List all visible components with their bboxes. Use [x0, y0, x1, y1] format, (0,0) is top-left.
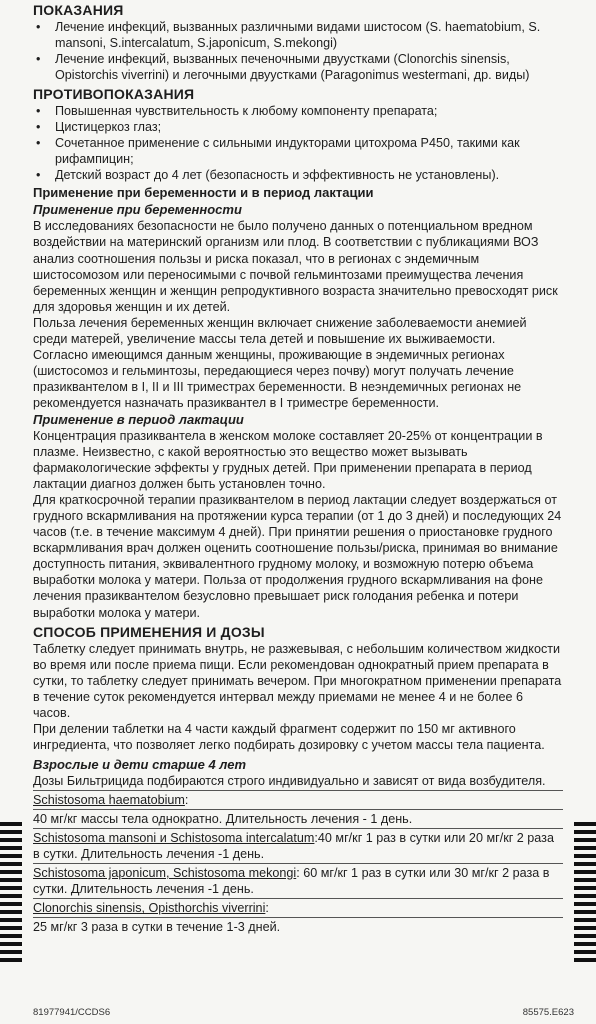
- paragraph: Польза лечения беременных женщин включает снижение заболеваемости анемией среди матерей, увеличение массы тела детей и повышение их выживаемости.: [33, 315, 527, 346]
- dosage-regimen: Schistosoma haematobium:: [33, 792, 563, 810]
- pregnancy-subheading: Применение при беременности: [33, 202, 242, 218]
- list-item: • Лечение инфекций, вызванных различными видами шистосом (S. haematobium, S. mansoni, S.intercalatum, S.japonicum, S.mekongi): [36, 20, 541, 51]
- list-item: • Сочетанное применение с сильными индукторами цитохрома Р450, такими как рифампицин;: [36, 136, 520, 167]
- indications-heading: ПОКАЗАНИЯ: [33, 2, 124, 18]
- paragraph: Таблетку следует принимать внутрь, не разжевывая, с небольшим количеством жидкости во время или после приема пищи. Если рекомендован однократный прием препарата в сутки, то таблетку следует принимать вечером. При многократном применении препарата в течение суток рекомендуется интервал между приемами не менее 4 и не более 6 часов.: [33, 641, 562, 720]
- paragraph: Для краткосрочной терапии празиквантелом в период лактации следует воздержаться от грудного вскармливания на протяжении курса терапии (от 1 до 3 дней) и последующих 24 часов (т.е. в течение максимум 4 дней). При принятии решения о приостановке грудного вскармливания врач должен оценить соотношение пользы/риска, принимая во внимание доступность питания, эквивалентного грудному молоку, и возможную потерю объема выработки молока у матери. Польза от продолжения грудного вскармливания на фоне лечения празиквантелом безусловно превышает риск голодания ребенка и потери выработки молока у матери.: [33, 493, 562, 620]
- species-name: Schistosoma mansoni и Schistosoma intercalatum: [33, 831, 315, 846]
- right-barcode-marks: [574, 822, 596, 966]
- list-item: • Лечение инфекций, вызванных печеночными двуустками (Clonorchis sinensis, Opistorchis viverrini) и легочными двуустками (Paragonimus westermani, др. виды): [36, 52, 530, 83]
- contraindications-heading: ПРОТИВОПОКАЗАНИЯ: [33, 86, 195, 103]
- list-item: • Повышенная чувствительность к любому компоненту препарата;: [36, 104, 438, 119]
- leaflet-text: [33, 2, 563, 935]
- paragraph: Согласно имеющимся данным женщины, проживающие в эндемичных регионах (шистосомоз и гельминтозы, передающиеся через почву) могут получать лечение празиквантелом в I, II и III триместрах беременности. В неэндемичных регионах не рекомендуется назначать празиквантел в I триместре беременности.: [33, 347, 522, 410]
- lactation-section: [33, 412, 563, 621]
- dosage-heading: СПОСОБ ПРИМЕНЕНИЯ И ДОЗЫ: [33, 623, 265, 640]
- pregnancy-section: [33, 185, 563, 411]
- dosage-regimen: Schistosoma mansoni и Schistosoma intercalatum:40 мг/кг 1 раз в сутки или 20 мг/кг 2 раза в сутки. Длительность лечения -1 день.: [33, 830, 563, 864]
- dosage-regimen: 40 мг/кг массы тела однократно. Длительность лечения - 1 день.: [33, 811, 563, 829]
- species-name: Schistosoma haematobium: [33, 792, 185, 807]
- list-item: • Детский возраст до 4 лет (безопасность и эффективность не установлены).: [36, 168, 500, 183]
- contraindications-section: [33, 86, 563, 183]
- left-barcode-marks: [0, 822, 22, 966]
- paragraph: В исследованиях безопасности не было получено данных о потенциальном вредном воздействии на материнский организм или плод. В соответствии с публикациями ВОЗ анализ соотношения пользы и риска показал, что в регионах с эндемичным шистосомозом или переносимыми с почвой гельминтозами преимущества лечения беременных женщин и женщин репродуктивного возраста значительно превосходят риск для здоровья женщин и их детей.: [33, 219, 558, 314]
- list-item: • Цистицеркоз глаз;: [36, 120, 162, 135]
- paragraph: Концентрация празиквантела в женском молоке составляет 20-25% от концентрации в плазме. Неизвестно, с какой вероятностью это вещество может вызывать фармакологические эффекты у грудных детей. При применении препарата в период лактации диагноз должен быть установлен точно.: [33, 428, 543, 492]
- adults-heading: Взрослые и дети старше 4 лет: [33, 756, 247, 772]
- adults-intro: Дозы Бильтрицида подбираются строго индивидуально и зависят от вида возбудителя.: [33, 773, 563, 791]
- pregnancy-lactation-heading: Применение при беременности и в период лактации: [33, 185, 374, 201]
- document-code-left: 81977941/CCDS6: [33, 1007, 111, 1018]
- paragraph: При делении таблетки на 4 части каждый фрагмент содержит по 150 мг активного ингредиента, что позволяет легко подбирать дозировку с учетом массы тела пациента.: [33, 721, 545, 752]
- dosage-section: [33, 624, 563, 936]
- dosage-regimen: Schistosoma japonicum, Schistosoma mekongi: 60 мг/кг 1 раз в сутки или 30 мг/кг 2 раза в сутки. Длительность лечения -1 день.: [33, 865, 563, 899]
- dosage-regimen: 25 мг/кг 3 раза в сутки в течение 1-3 дней.: [33, 920, 281, 935]
- species-name: Clonorchis sinensis, Opisthorchis viverrini: [33, 901, 266, 916]
- indications-section: [33, 2, 563, 83]
- species-name: Schistosoma japonicum, Schistosoma mekongi: [33, 866, 297, 881]
- lactation-subheading: Применение в период лактации: [33, 411, 244, 427]
- dosage-regimen: Clonorchis sinensis, Opisthorchis viverrini:: [33, 900, 563, 918]
- document-code-right: 85575.E623: [522, 1007, 574, 1018]
